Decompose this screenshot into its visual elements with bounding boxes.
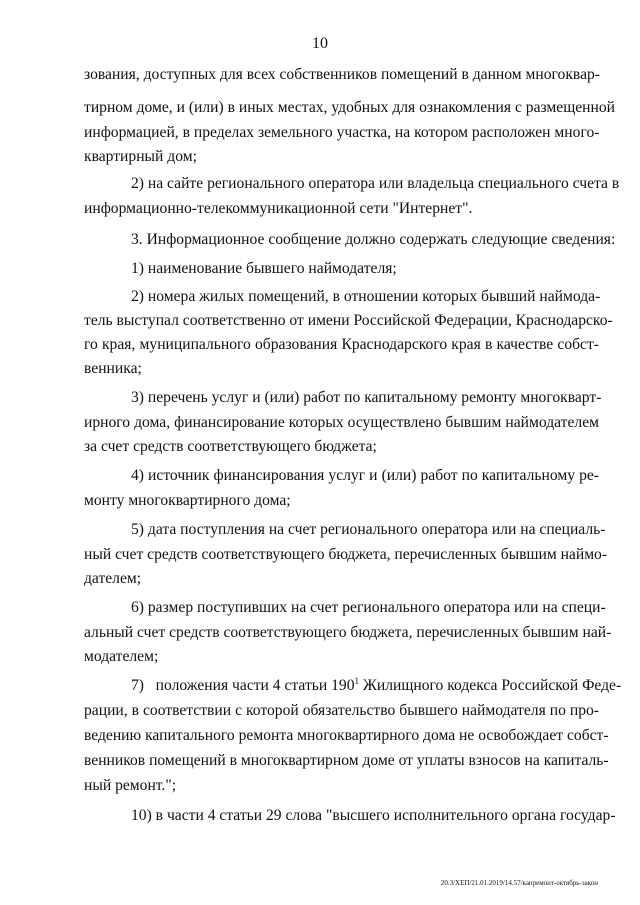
text-line: 10) в части 4 статьи 29 слова "высшего исполнительного органа государ- [131, 807, 616, 824]
superscript: 1 [354, 676, 360, 686]
text-line: 1) наименование бывшего наймодателя; [131, 260, 397, 277]
text-line: 3) перечень услуг и (или) работ по капитальному ремонту многокварт- [131, 389, 602, 406]
text-line: квартирный дом; [84, 148, 197, 165]
text-line: 2) номера жилых помещений, в отношении которых бывший наймода- [131, 288, 601, 305]
text-fragment: 7) положения части 4 статьи 190 [131, 677, 355, 694]
page-number: 10 [312, 35, 328, 52]
text-line: 6) размер поступивших на счет регионального оператора или на специ- [131, 599, 606, 616]
text-line: 4) источник финансирования услуг и (или) работ по капитальному ре- [131, 467, 599, 484]
text-line: ведению капитального ремонта многоквартирного дома не освобождает собст- [84, 727, 609, 744]
text-line: 5) дата поступления на счет регионального оператора или на специаль- [131, 521, 606, 538]
text-line: модателем; [84, 648, 159, 665]
text-line: информационно-телекоммуникационной сети "Интернет". [84, 200, 473, 217]
text-line: за счет средств соответствующего бюджета; [84, 438, 377, 455]
text-line: венников помещений в многоквартирном доме от уплаты взносов на капиталь- [84, 752, 609, 769]
text-line: ный счет средств соответствующего бюджета, перечисленных бывшим наймо- [84, 546, 608, 563]
text-segment [131, 676, 621, 696]
text-line: дателем; [84, 570, 142, 587]
text-line: го края, муниципального образования Краснодарского края в качестве собст- [84, 336, 599, 353]
text-line: 2) на сайте регионального оператора или владельца специального счета в [131, 175, 620, 192]
text-fragment: Жилищного кодекса Российской Феде- [359, 677, 622, 694]
text-line: информацией, в пределах земельного участка, на котором расположен много- [84, 124, 600, 141]
text-line: зования, доступных для всех собственников помещений в данном многоквар- [84, 66, 600, 83]
document-footer-code: 20.3/ХЕП/21.01.2019/14.57/капремонт-октябрь-закон [440, 879, 598, 887]
text-line: тель выступал соответственно от имени Российской Федерации, Краснодарско- [84, 312, 613, 329]
text-line: тирном доме, и (или) в иных местах, удобных для ознакомления с размещенной [84, 99, 615, 116]
text-line: альный счет средств соответствующего бюджета, перечисленных бывшим най- [84, 624, 612, 641]
text-line: 3. Информационное сообщение должно содержать следующие сведения: [131, 231, 616, 248]
text-line: монту многоквартирного дома; [84, 492, 291, 509]
text-line: рации, в соответствии с которой обязательство бывшего наймодателя по про- [84, 702, 599, 719]
text-line: ный ремонт."; [84, 777, 177, 794]
text-line-with-superscript [131, 676, 622, 696]
text-line: ирного дома, финансирование которых осуществлено бывшим наймодателем [84, 414, 599, 431]
text-line: венника; [84, 360, 142, 377]
